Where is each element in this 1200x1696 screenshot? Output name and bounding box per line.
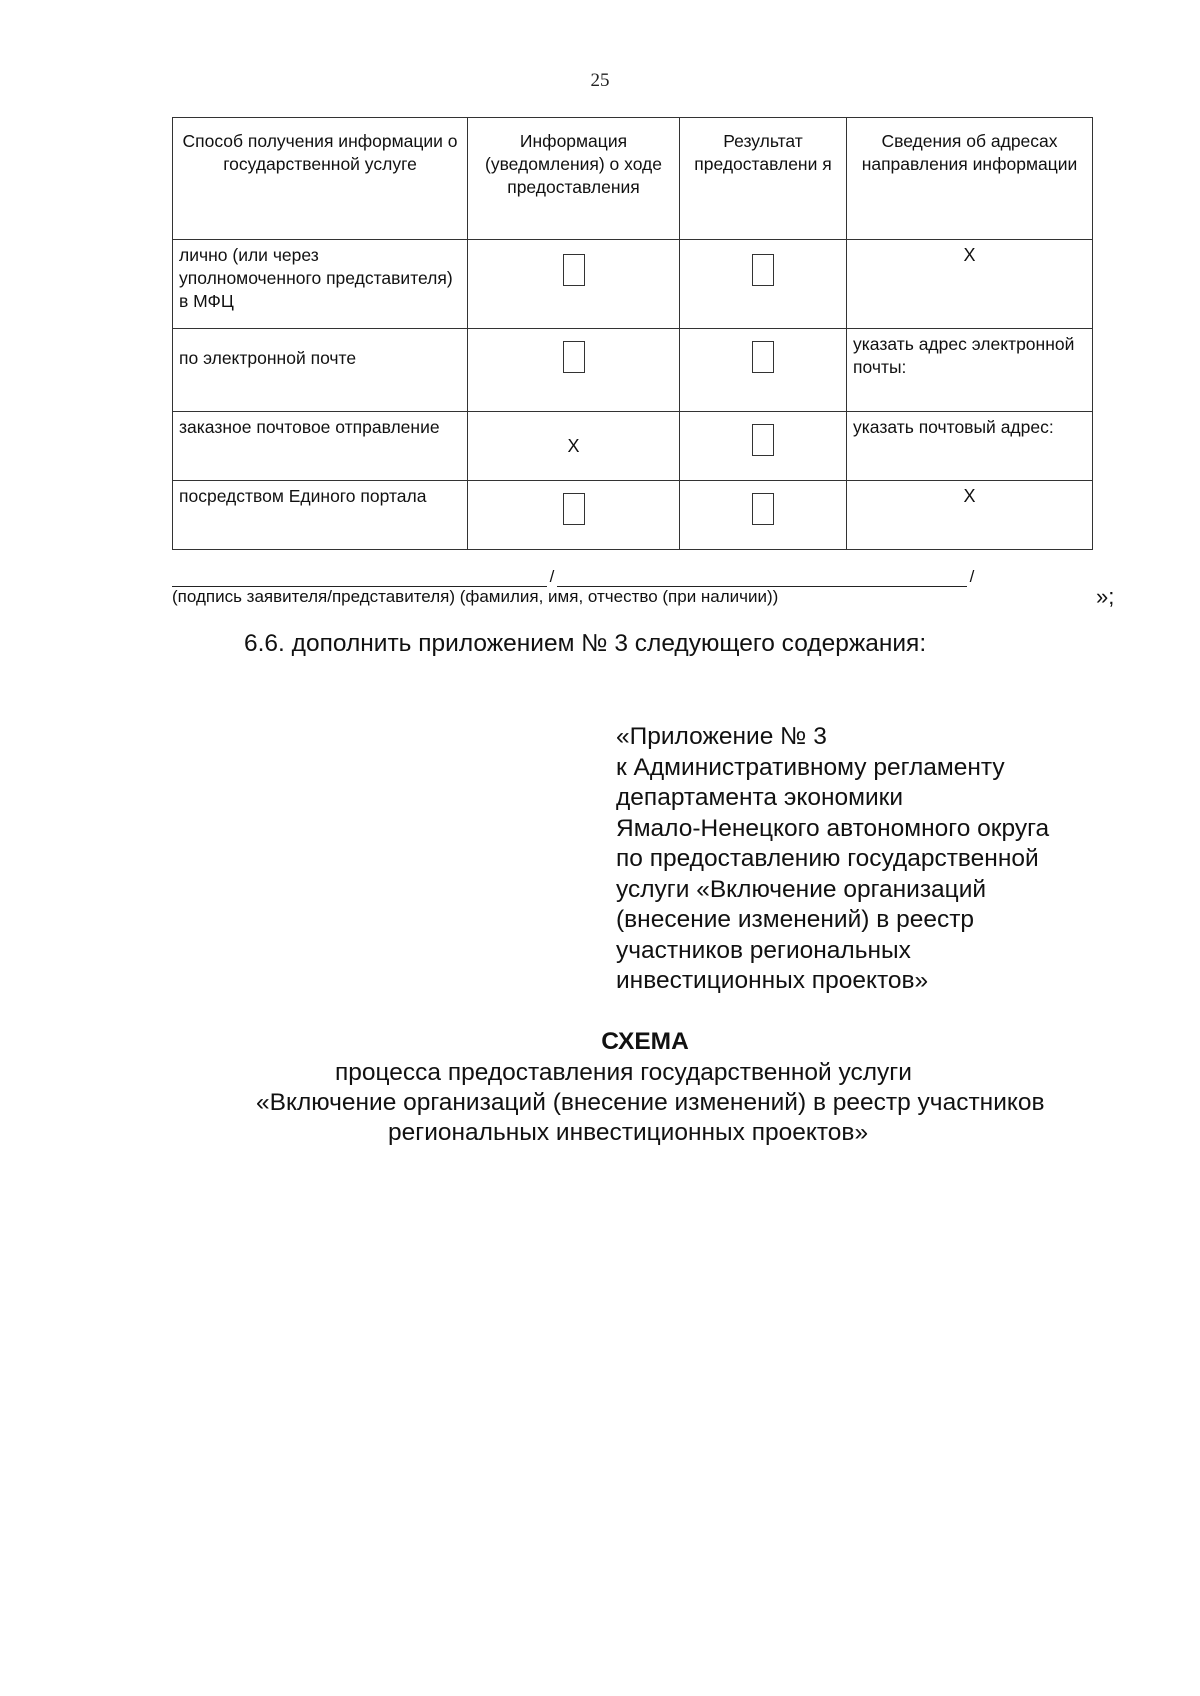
appendix-line: участников региональных [616, 936, 911, 964]
signature-line [172, 566, 982, 587]
result-cell[interactable] [680, 240, 847, 329]
address-cell [847, 481, 1093, 550]
info-cell [468, 412, 680, 481]
header-address: Сведения об адресах направления информации [847, 118, 1093, 240]
schema-line: процесса предоставления государственной услуги [335, 1059, 912, 1086]
x-mark: X [963, 245, 976, 265]
appendix-line: Ямало-Ненецкого автономного округа [616, 814, 1050, 842]
result-cell[interactable] [680, 329, 847, 412]
address-cell [847, 240, 1093, 329]
appendix-line: по предоставлению государственной [616, 845, 1039, 872]
header-info: Информация (уведомления) о ходе предоставления [468, 118, 680, 240]
info-cell[interactable] [468, 481, 680, 550]
method-cell: посредством Единого портала [173, 481, 468, 550]
address-cell[interactable]: указать адрес электронной почты: [847, 329, 1093, 412]
result-cell[interactable] [680, 481, 847, 550]
result-cell[interactable] [680, 412, 847, 481]
page-number: 25 [590, 70, 610, 91]
x-mark: X [567, 435, 580, 456]
result-checkbox[interactable] [752, 254, 774, 286]
schema-line: «Включение организаций (внесение изменений) в реестр участников [256, 1089, 1045, 1116]
signature-separator: / [969, 567, 975, 586]
schema-line: региональных инвестиционных проектов» [388, 1119, 869, 1146]
info-cell[interactable] [468, 329, 680, 412]
appendix-line: департамента экономики [616, 784, 904, 811]
appendix-line: к Административному регламенту [616, 753, 1005, 781]
appendix-header [616, 722, 1176, 997]
info-checkbox[interactable] [563, 254, 585, 286]
info-checkbox[interactable] [563, 493, 585, 525]
table-header-row [173, 118, 1093, 240]
table-row [173, 412, 1093, 481]
method-cell: заказное почтовое отправление [173, 412, 468, 481]
x-mark: X [963, 486, 976, 506]
signature-caption: (подпись заявителя/представителя) (фамилия, имя, отчество (при наличии)) [172, 587, 779, 606]
closing-quote: »; [1096, 584, 1115, 609]
info-checkbox[interactable] [563, 341, 585, 373]
appendix-line: услуги «Включение организаций [616, 875, 987, 903]
result-checkbox[interactable] [752, 341, 774, 373]
appendix-line: «Приложение № 3 [616, 723, 827, 750]
header-result: Результат предоставлени я [680, 118, 847, 240]
table-row [173, 481, 1093, 550]
info-cell[interactable] [468, 240, 680, 329]
method-cell: по электронной почте [173, 329, 468, 412]
appendix-line: инвестиционных проектов» [616, 967, 929, 994]
table-row [173, 329, 1093, 412]
signature-field[interactable] [172, 566, 547, 587]
full-name-field[interactable] [557, 566, 967, 587]
appendix-line: (внесение изменений) в реестр [616, 906, 975, 933]
amendment-text: 6.6. дополнить приложением № 3 следующего содержания: [244, 630, 927, 657]
result-checkbox[interactable] [752, 493, 774, 525]
address-cell[interactable]: указать почтовый адрес: [847, 412, 1093, 481]
method-cell: лично (или через уполномоченного представителя) в МФЦ [173, 240, 468, 329]
schema-title: СХЕМА [601, 1028, 689, 1055]
table-row [173, 240, 1093, 329]
header-method: Способ получения информации о государственной услуге [173, 118, 468, 240]
notification-method-table [172, 117, 1093, 550]
result-checkbox[interactable] [752, 424, 774, 456]
signature-separator: / [549, 567, 555, 586]
